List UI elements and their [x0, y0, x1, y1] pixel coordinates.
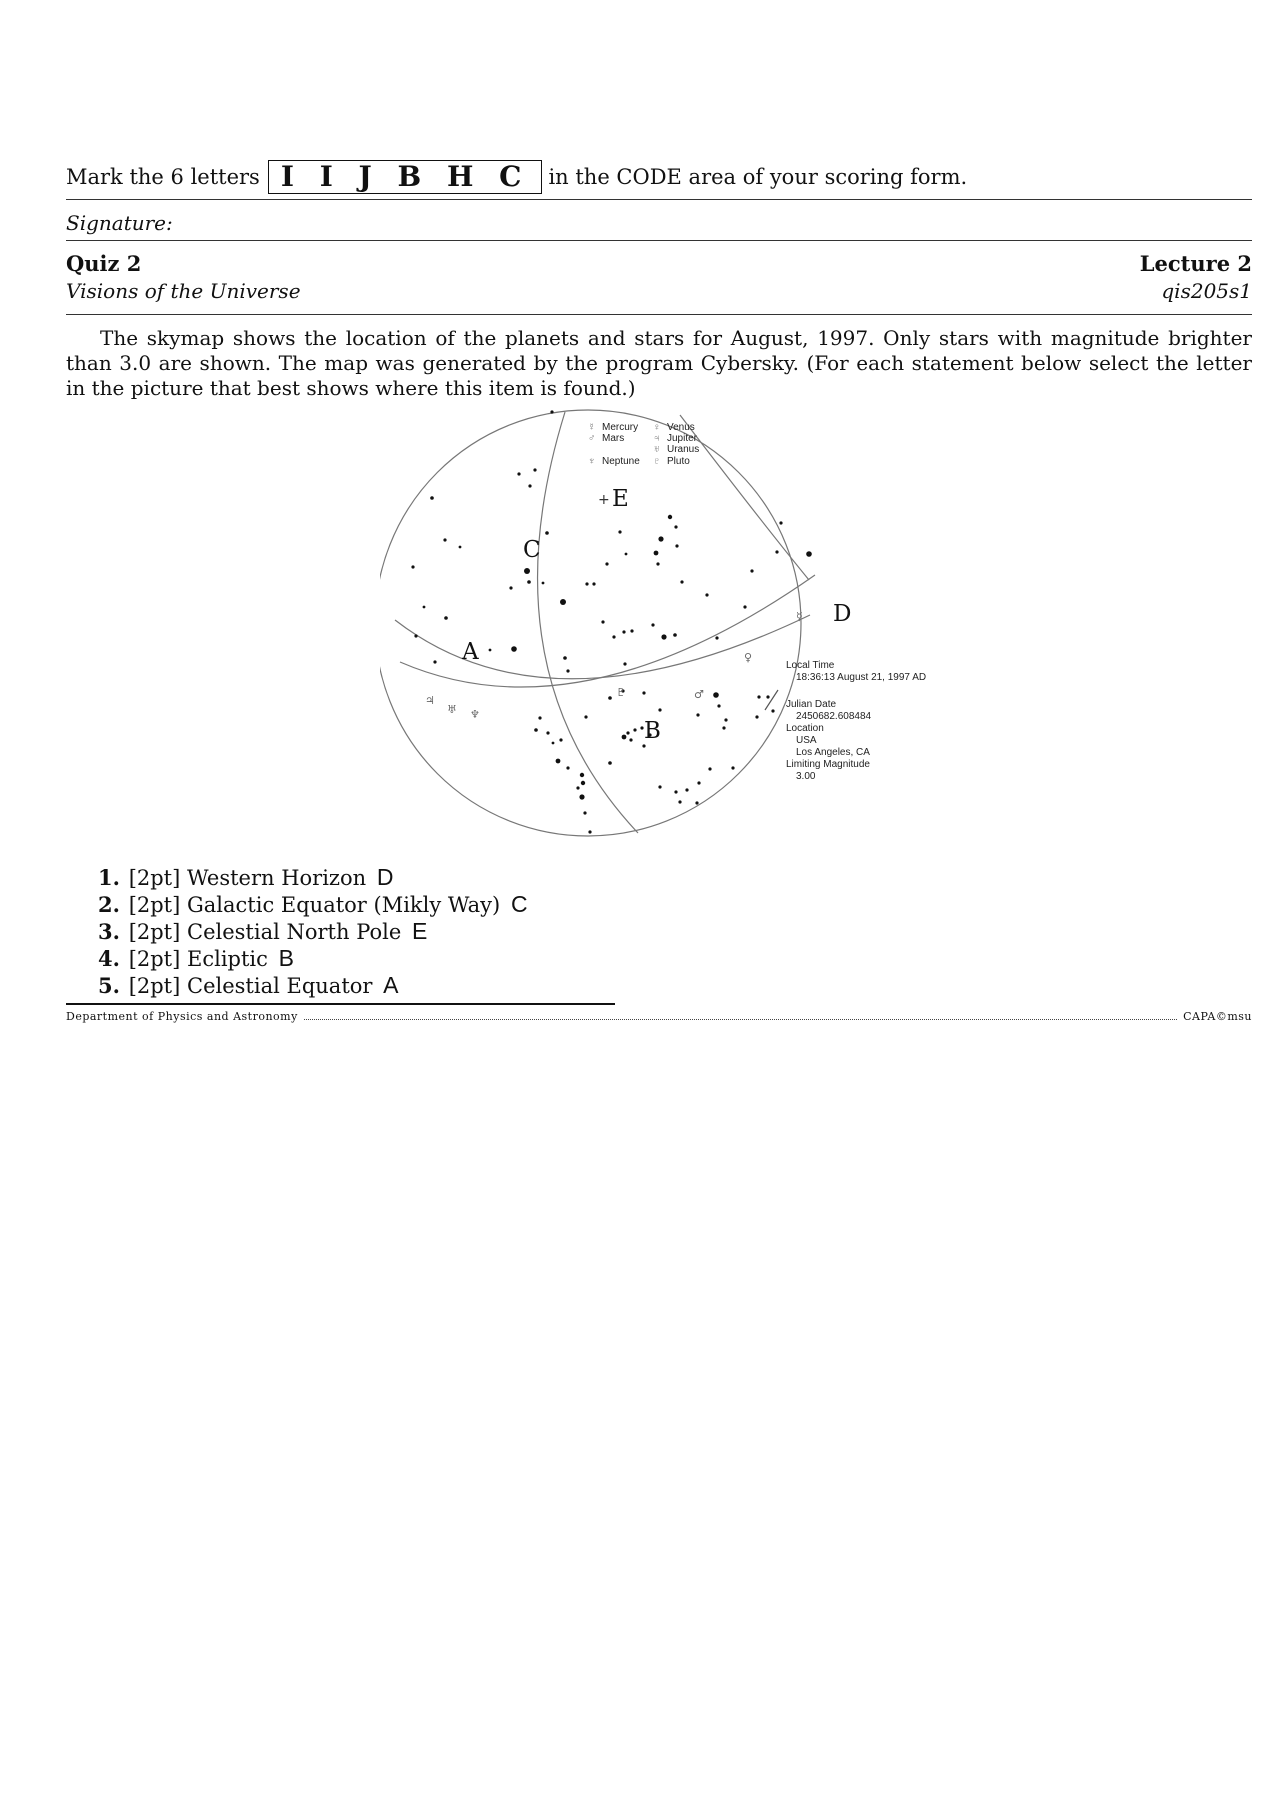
question-2 [98, 891, 528, 918]
footer-dots [304, 1011, 1177, 1020]
divider [66, 199, 1252, 200]
legend-mars: Mars [602, 433, 625, 444]
label-a: A [462, 639, 479, 665]
legend-mercury: Mercury [602, 422, 639, 433]
question-number: 5. [98, 973, 120, 998]
pole-marker-icon: + [598, 492, 610, 508]
question-text: Ecliptic [187, 947, 268, 971]
location-country: USA [796, 735, 817, 746]
divider [66, 314, 1252, 315]
question-points: [2pt] [128, 893, 181, 917]
question-answer: E [411, 918, 428, 944]
label-e: E [612, 486, 629, 512]
question-1 [98, 864, 528, 891]
question-4 [98, 945, 528, 972]
svg-text:♇: ♇ [616, 686, 626, 699]
question-3 [98, 918, 528, 945]
skymap [380, 400, 940, 840]
svg-text:♃: ♃ [425, 694, 435, 707]
question-number: 1. [98, 865, 120, 890]
galactic-equator-line [538, 412, 638, 833]
legend-venus: Venus [667, 422, 695, 433]
question-points: [2pt] [128, 866, 181, 890]
question-number: 2. [98, 892, 120, 917]
label-b: B [644, 718, 661, 744]
local-time-label: Local Time [786, 660, 835, 671]
local-time-value: 18:36:13 August 21, 1997 AD [796, 672, 927, 683]
signature-label: Signature: [66, 211, 173, 235]
legend-jupiter: Jupiter [667, 433, 698, 444]
question-text: Galactic Equator (Mikly Way) [187, 893, 501, 917]
question-answer: A [383, 972, 399, 998]
footer-rule [66, 1003, 615, 1005]
celestial-equator-line [395, 615, 810, 679]
mercury-icon: ☿ [588, 422, 596, 433]
label-d: D [833, 601, 852, 627]
question-points: [2pt] [128, 974, 181, 998]
question-list [98, 864, 528, 999]
legend-pluto: Pluto [667, 456, 690, 467]
map-info [786, 660, 926, 782]
question-5 [98, 972, 528, 999]
legend-neptune: Neptune [602, 456, 640, 467]
svg-text:☿: ☿ [796, 610, 803, 623]
question-points: [2pt] [128, 947, 181, 971]
julian-date-label: Julian Date [786, 699, 837, 710]
location-label: Location [786, 723, 824, 734]
footer-department: Department of Physics and Astronomy [66, 1010, 298, 1023]
uranus-icon: ♅ [653, 444, 661, 455]
julian-date-value: 2450682.608484 [796, 711, 872, 722]
question-text: Western Horizon [187, 866, 367, 890]
limiting-magnitude-label: Limiting Magnitude [786, 759, 870, 770]
lecture-label: Lecture 2 [1139, 251, 1252, 276]
label-c: C [523, 537, 541, 563]
question-points: [2pt] [128, 920, 181, 944]
question-answer: B [278, 945, 294, 971]
svg-text:♅: ♅ [447, 703, 457, 716]
course-name: Visions of the Universe [66, 279, 301, 303]
svg-text:♂: ♂ [694, 688, 704, 701]
pluto-icon: ♇ [653, 456, 661, 467]
footer-copyright: CAPA©msu [1183, 1010, 1252, 1023]
question-text: Celestial North Pole [187, 920, 402, 944]
venus-icon: ♀ [653, 422, 661, 433]
neptune-icon: ♆ [588, 456, 596, 467]
divider [66, 240, 1252, 241]
page-footer [66, 1010, 1252, 1023]
jupiter-icon: ♃ [653, 433, 661, 444]
question-answer: C [510, 891, 528, 917]
limiting-magnitude-value: 3.00 [796, 771, 816, 782]
meridian-line [680, 415, 809, 580]
legend-uranus: Uranus [667, 444, 700, 455]
location-city: Los Angeles, CA [796, 747, 870, 758]
planet-legend [588, 422, 699, 467]
question-answer: D [376, 864, 394, 890]
code-instruction [66, 160, 967, 194]
svg-text:♀: ♀ [744, 651, 753, 664]
svg-text:♆: ♆ [470, 708, 480, 721]
ecliptic-line [400, 575, 815, 687]
question-text: Celestial Equator [187, 974, 373, 998]
question-number: 3. [98, 919, 120, 944]
star-field [411, 410, 811, 833]
intro-paragraph: The skymap shows the location of the planets and stars for August, 1997. Only stars with magnitude brighter than 3.0 are shown. The map was generated by the program Cybersky. (For each statement below select the letter in the picture that best shows where this item is found.) [66, 326, 1252, 400]
code-letters-box: I I J B H C [268, 160, 543, 194]
set-code: qis205s1 [1161, 279, 1252, 303]
mars-icon: ♂ [588, 433, 596, 444]
quiz-title: Quiz 2 [66, 251, 142, 276]
info-pointer [765, 690, 778, 710]
code-suffix: in the CODE area of your scoring form. [548, 165, 968, 189]
question-number: 4. [98, 946, 120, 971]
code-prefix: Mark the 6 letters [66, 165, 260, 189]
